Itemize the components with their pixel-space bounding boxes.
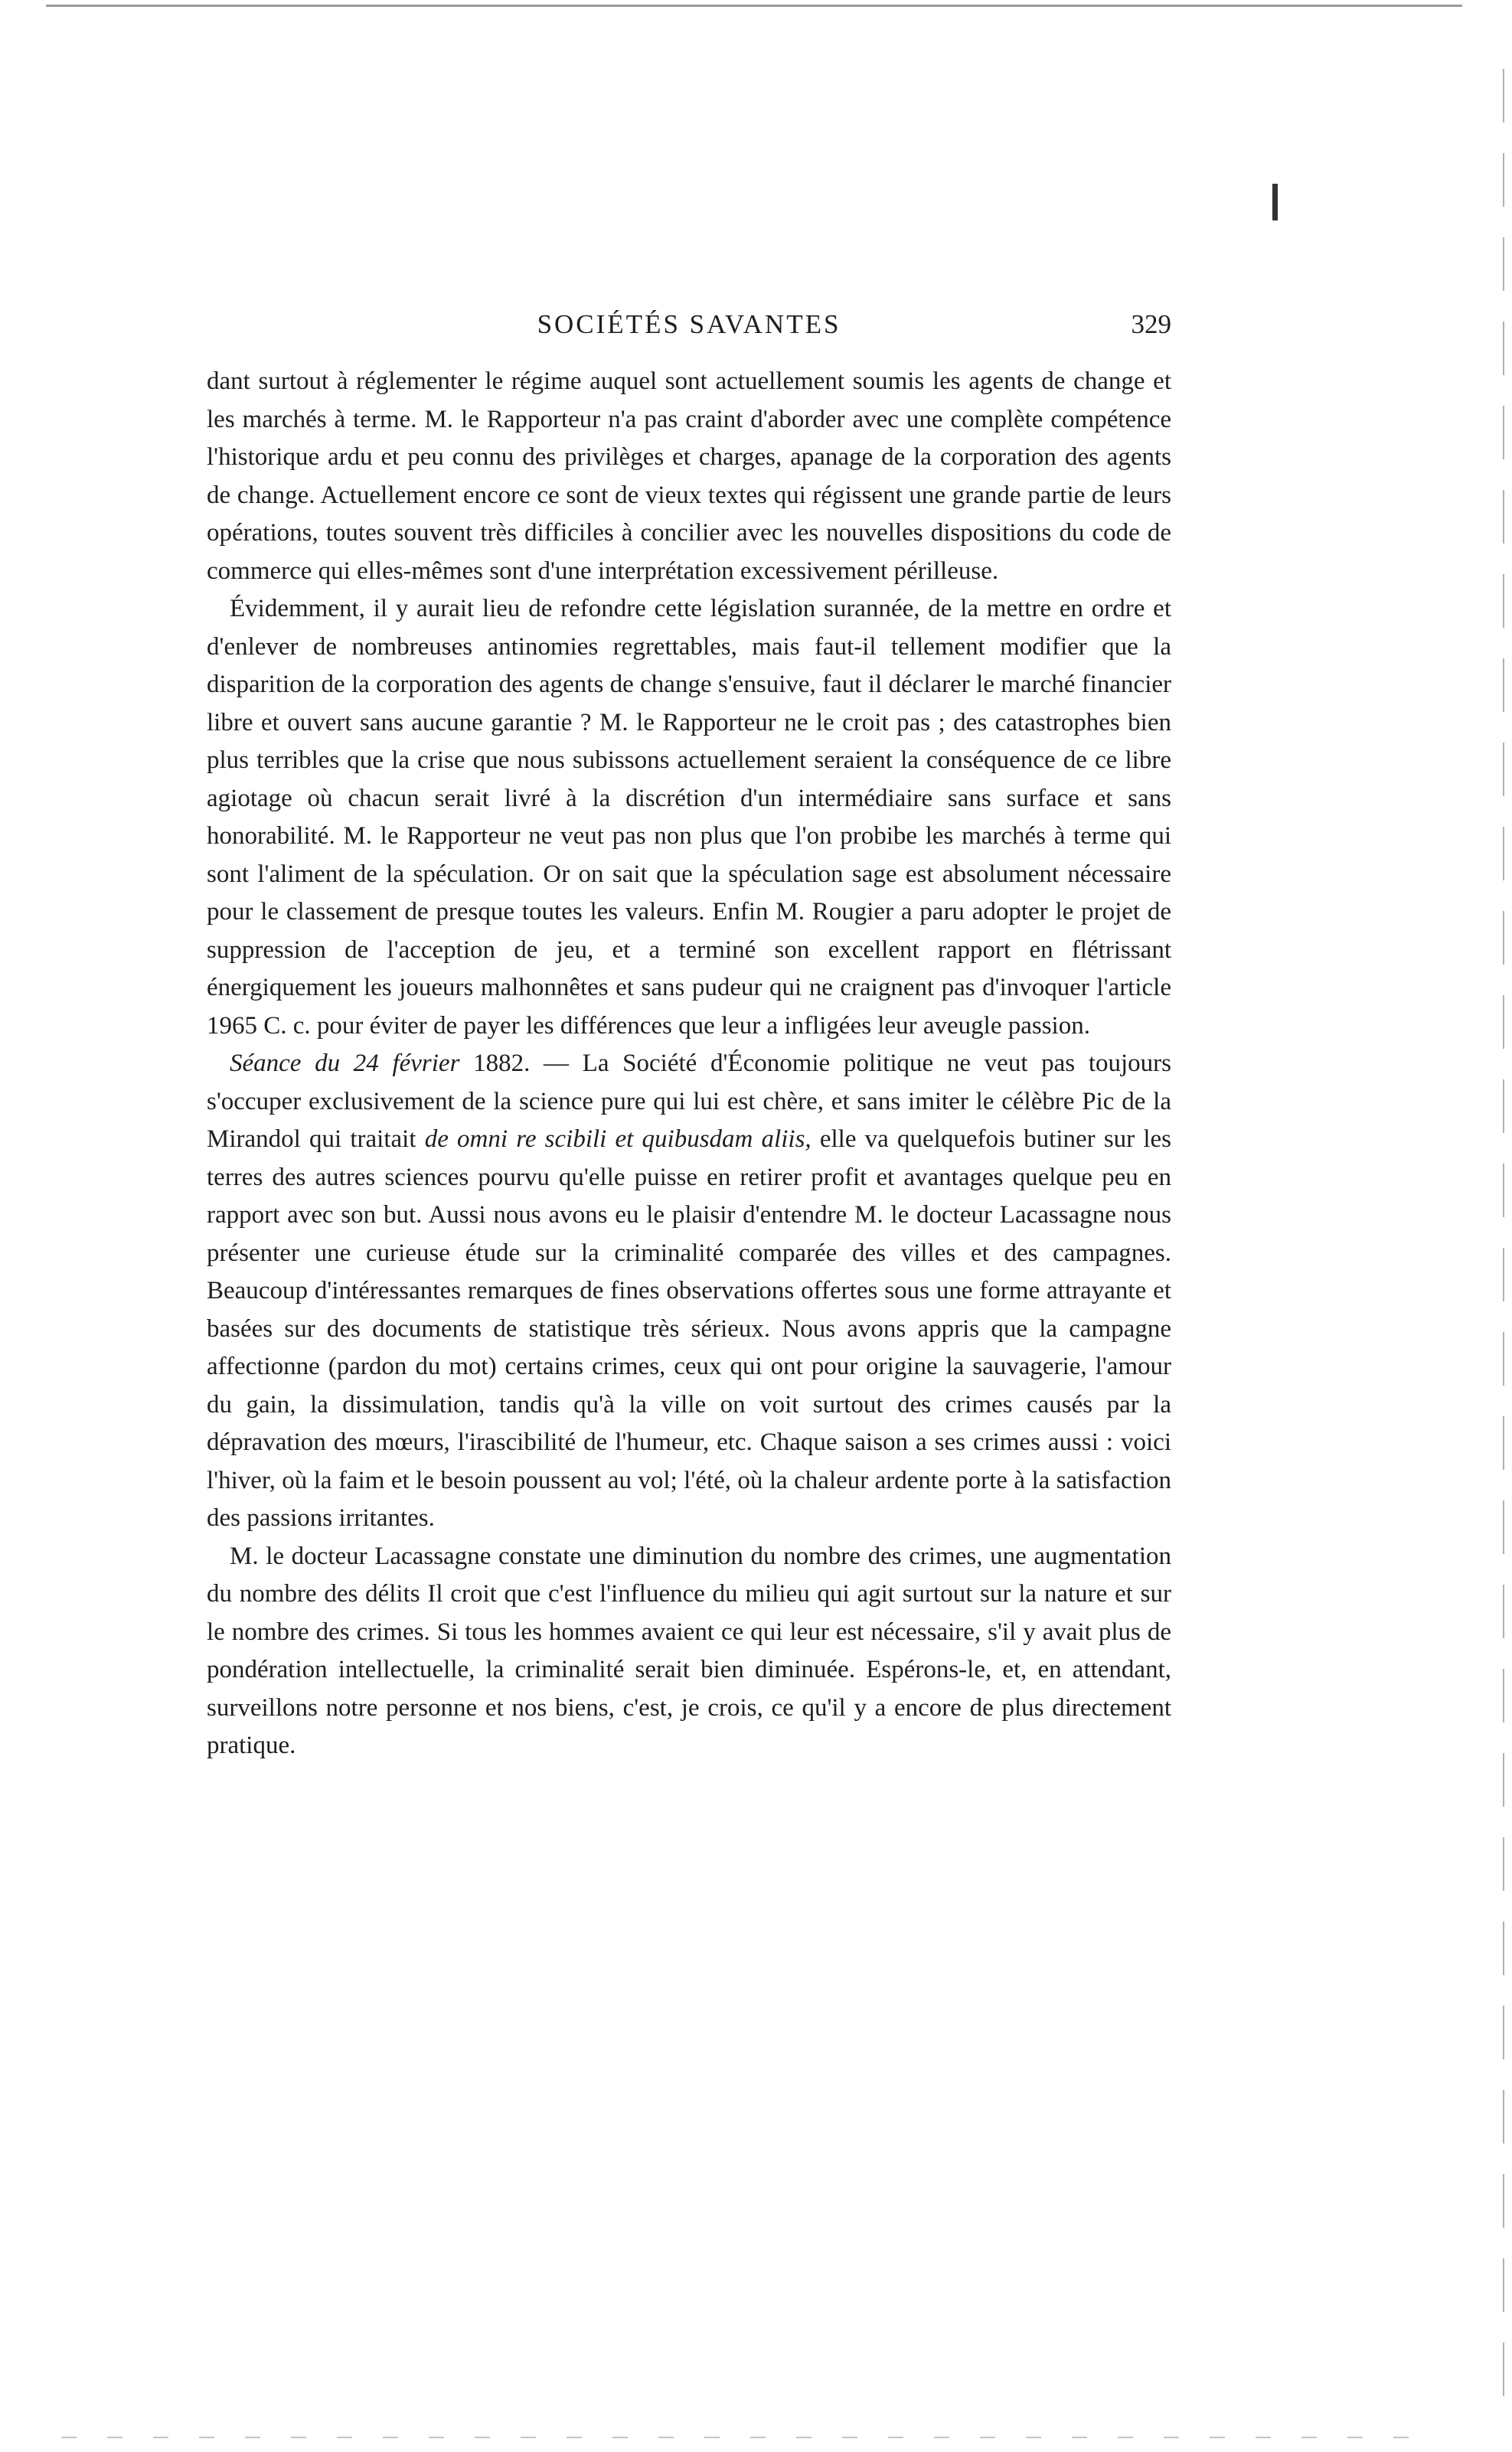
page-mark <box>1272 184 1278 220</box>
scan-edge-right <box>1503 69 1504 2427</box>
paragraph-3-text-a: — La Société d'Économie politique ne veut pas toujours s'occuper exclusivement de la science pure qui lui est chère, et sans imiter le célèbre Pic de la Mirandol qui traitait <box>207 1050 1171 1153</box>
paragraph-4: M. le docteur Lacassagne constate une diminution du nombre des crimes, une augmentation du nombre des délits Il croit que c'est l'influence du milieu qui agit surtout sur la nature et sur le nombre des crimes. Si tous les hommes avaient ce qui leur est nécessaire, s'il y avait plus de pondération intellectuelle, la criminalité serait bien diminuée. Espérons-le, et, en attendant, surveillons notre personne et nos biens, c'est, je crois, ce qu'il y a encore de plus directement pratique. <box>207 1542 1171 1759</box>
page-number: 329 <box>1131 309 1171 339</box>
paragraph-3-text-b: elle va quelquefois butiner sur les terres des autres sciences pourvu qu'elle puisse en retirer profit et avantages quelque peu en rapport avec son but. Aussi nous avons eu le plaisir d'entendre M. le docteur Lacassagne nous présenter une curieuse étude sur la criminalité comparée des villes et des campagnes. Beaucoup d'intéressantes remarques de fines observations offertes sous une forme attrayante et basées sur des documents de statistique très sérieux. Nous avons appris que la campagne affectionne (pardon du mot) certains crimes, ceux qui ont pour origine la sauvagerie, l'amour du gain, la dissimulation, tandis qu'à la ville on voit surtout des crimes causés par la dépravation des mœurs, l'irascibilité de l'humeur, etc. Chaque saison a ses crimes aussi : voici l'hiver, où la faim et le besoin poussent au vol; l'été, où la chaleur ardente porte à la satisfaction des passions irritantes. <box>207 1125 1171 1532</box>
paragraph-2: Évidemment, il y aurait lieu de refondre cette législation surannée, de la mettre en ordre et d'enlever de nombreuses antinomies regrettables, mais faut-il tellement modifier que la disparition de la corporation des agents de change s'ensuive, faut il déclarer le marché financier libre et ouvert sans aucune garantie ? M. le Rapporteur ne le croit pas ; des catastrophes bien plus terribles que la crise que nous subissons actuellement seraient la conséquence de ce libre agiotage où chacun serait livré à la discrétion d'un intermédiaire sans surface et sans honorabilité. M. le Rapporteur ne veut pas non plus que l'on probibe les marchés à terme qui sont l'aliment de la spéculation. Or on sait que la spéculation sage est absolument nécessaire pour le classement de presque toutes les valeurs. Enfin M. Rougier a paru adopter le projet de suppression de l'acception de jeu, et a terminé son excellent rapport en flétrissant énergiquement les joueurs malhonnêtes et sans pudeur qui ne craignent pas d'invoquer l'article 1965 C. c. pour éviter de payer les différences que leur a infligées leur aveugle passion. <box>207 595 1171 1040</box>
running-title: SOCIÉTÉS SAVANTES <box>537 309 841 339</box>
running-head <box>207 309 1171 352</box>
seance-year: 1882. <box>473 1050 531 1077</box>
scan-edge-bottom <box>61 2437 1439 2438</box>
text-body <box>207 363 1171 1765</box>
latin-quote: de omni re scibili et quibusdam aliis, <box>424 1125 812 1153</box>
scan-edge-top <box>46 5 1462 7</box>
paragraph-3 <box>207 1045 1171 1538</box>
seance-date: Séance du 24 février <box>230 1050 460 1077</box>
paragraph-1: dant surtout à réglementer le régime auquel sont actuellement soumis les agents de change et les marchés à terme. M. le Rapporteur n'a pas craint d'aborder avec une complète compétence l'historique ardu et peu connu des privilèges et charges, apanage de la corporation des agents de change. Actuellement encore ce sont de vieux textes qui régissent une grande partie de leurs opérations, toutes souvent très difficiles à concilier avec les nouvelles dispositions du code de commerce qui elles-mêmes sont d'une interprétation excessivement périlleuse. <box>207 367 1171 585</box>
